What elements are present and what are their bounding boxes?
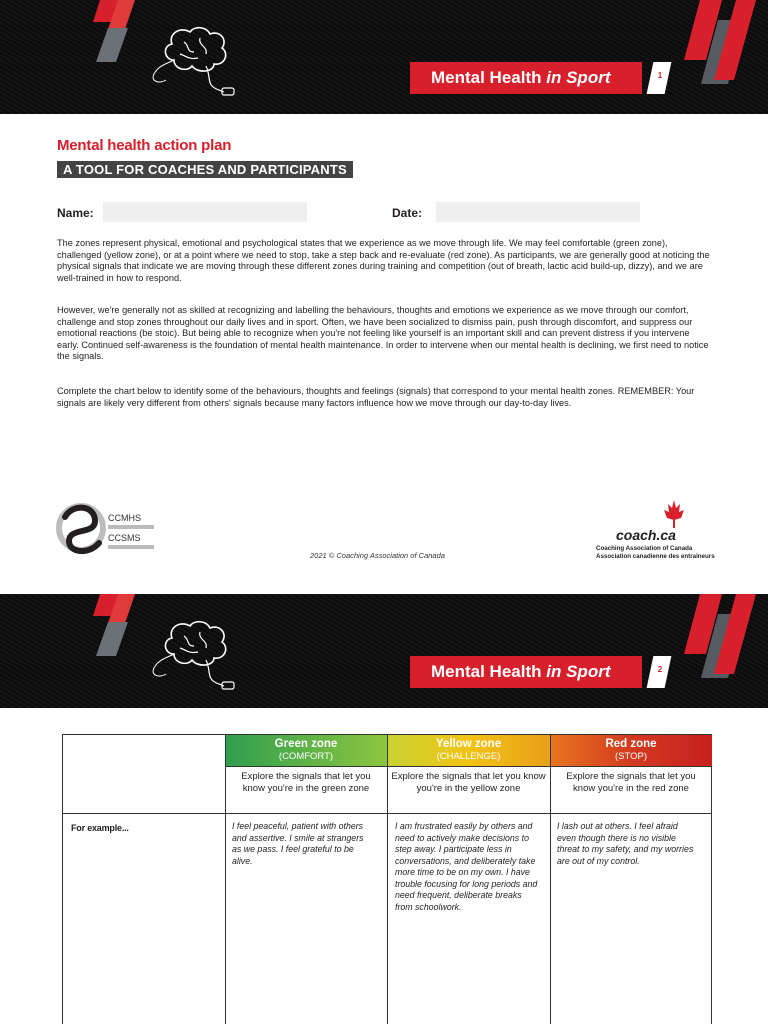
banner-title-main: Mental Health [431, 662, 542, 681]
green-zone-example: I feel peaceful, patient with others and assertive. I smile at strangers as we pass. I feel grateful to be alive. [232, 821, 364, 866]
ccmhs-fine-print [108, 525, 154, 529]
coach-line-en: Coaching Association of Canada [596, 545, 693, 552]
table-divider [225, 766, 711, 767]
brain-icon [150, 20, 260, 100]
header-banner-page-2 [0, 594, 768, 708]
intro-paragraph: The zones represent physical, emotional and psychological states that we experience as we move through life. We may feel comfortable (green zone), challenged (yellow zone), or at a point where we need to stop, take a step back and re-evaluate (red zone). As participants, we are generally good at noticing the physical signals that indicate we are moving through these different zones during training and competition (out of breath, lactic acid build-up, dizzy), and we are well-trained in how to respond. [57, 238, 710, 283]
green-zone-header [225, 735, 387, 766]
name-label: Name: [57, 206, 94, 220]
banner-title-accent: in Sport [546, 662, 611, 681]
example-row-label: For example... [71, 823, 129, 833]
header-banner-page-1 [0, 0, 768, 114]
ccsms-fine-print [108, 545, 154, 549]
red-zone-example: I lash out at others. I feel afraid even though there is no visible threat to my safety, and my worries are out of my control. [557, 821, 694, 866]
brain-icon [150, 614, 260, 694]
yellow-zone-example: I am frustrated easily by others and need to actively make decisions to step away. I participate less in conversations, and deliberately take more time to be on my own. I have trouble focusing for long periods and need frequent, deliberate breaks from schoolwork. [395, 821, 538, 912]
ccsms-acronym: CCSMS [108, 533, 141, 543]
date-field[interactable] [436, 202, 640, 222]
coach-line-fr: Association canadienne des entraîneurs [596, 553, 715, 560]
zone-name: Red zone [605, 738, 657, 750]
zone-subtitle: (COMFORT) [278, 751, 334, 762]
document-subtitle: A TOOL FOR COACHES AND PARTICIPANTS [57, 161, 353, 178]
red-zone-prompt: Explore the signals that let you know you're in the red zone [566, 771, 696, 794]
document-title: Mental health action plan [57, 137, 232, 154]
zone-name: Yellow zone [435, 738, 502, 750]
page-number: 2 [657, 665, 663, 674]
banner-title [410, 62, 642, 94]
banner-title-main: Mental Health [431, 68, 542, 87]
green-zone-prompt: Explore the signals that let you know you're in the green zone [241, 771, 371, 794]
yellow-zone-prompt: Explore the signals that let you know you're in the yellow zone [391, 771, 546, 794]
page-number: 1 [657, 71, 663, 80]
ccmhs-acronym: CCMHS [108, 513, 141, 523]
banner-title [410, 656, 642, 688]
name-field[interactable] [103, 202, 307, 222]
copyright-notice: 2021 © Coaching Association of Canada [310, 551, 445, 560]
zone-subtitle: (CHALLENGE) [436, 751, 501, 762]
yellow-zone-header [387, 735, 550, 766]
red-zone-header [550, 735, 712, 766]
table-column-divider [550, 735, 551, 1024]
zone-name: Green zone [274, 738, 338, 750]
instructions-paragraph: Complete the chart below to identify some of the behaviours, thoughts and feelings (signals) that correspond to your mental health zones. REMEMBER: Your signals are likely very different from others' signals because many factors influence how we move through our day-to-day lives. [57, 386, 695, 408]
date-label: Date: [392, 206, 423, 220]
banner-title-accent: in Sport [546, 68, 611, 87]
body-paragraph: However, we're generally not as skilled at recognizing and labelling the behaviours, thoughts and emotions we experience as we move through our comfort, challenge and stop zones throughout our daily lives and in sport. Often, we have been socialized to dismiss pain, push through discomfort, and suppress our emotional reactions (be stoic). But being able to recognize when you're not feeling like yourself is an important skill and can prevent distress if you intervene early. Continued self-awareness is the foundation of mental health maintenance. In order to intervene when our mental health is declining, we first need to notice the signals. [57, 305, 709, 361]
zone-signals-table [62, 734, 712, 1024]
banner-stripes-graphic [0, 0, 768, 114]
banner-stripes-graphic [0, 594, 768, 708]
zone-subtitle: (STOP) [614, 751, 648, 762]
table-column-divider [387, 735, 388, 1024]
coach-ca-wordmark: coach.ca [616, 527, 676, 543]
table-column-divider [225, 735, 226, 1024]
